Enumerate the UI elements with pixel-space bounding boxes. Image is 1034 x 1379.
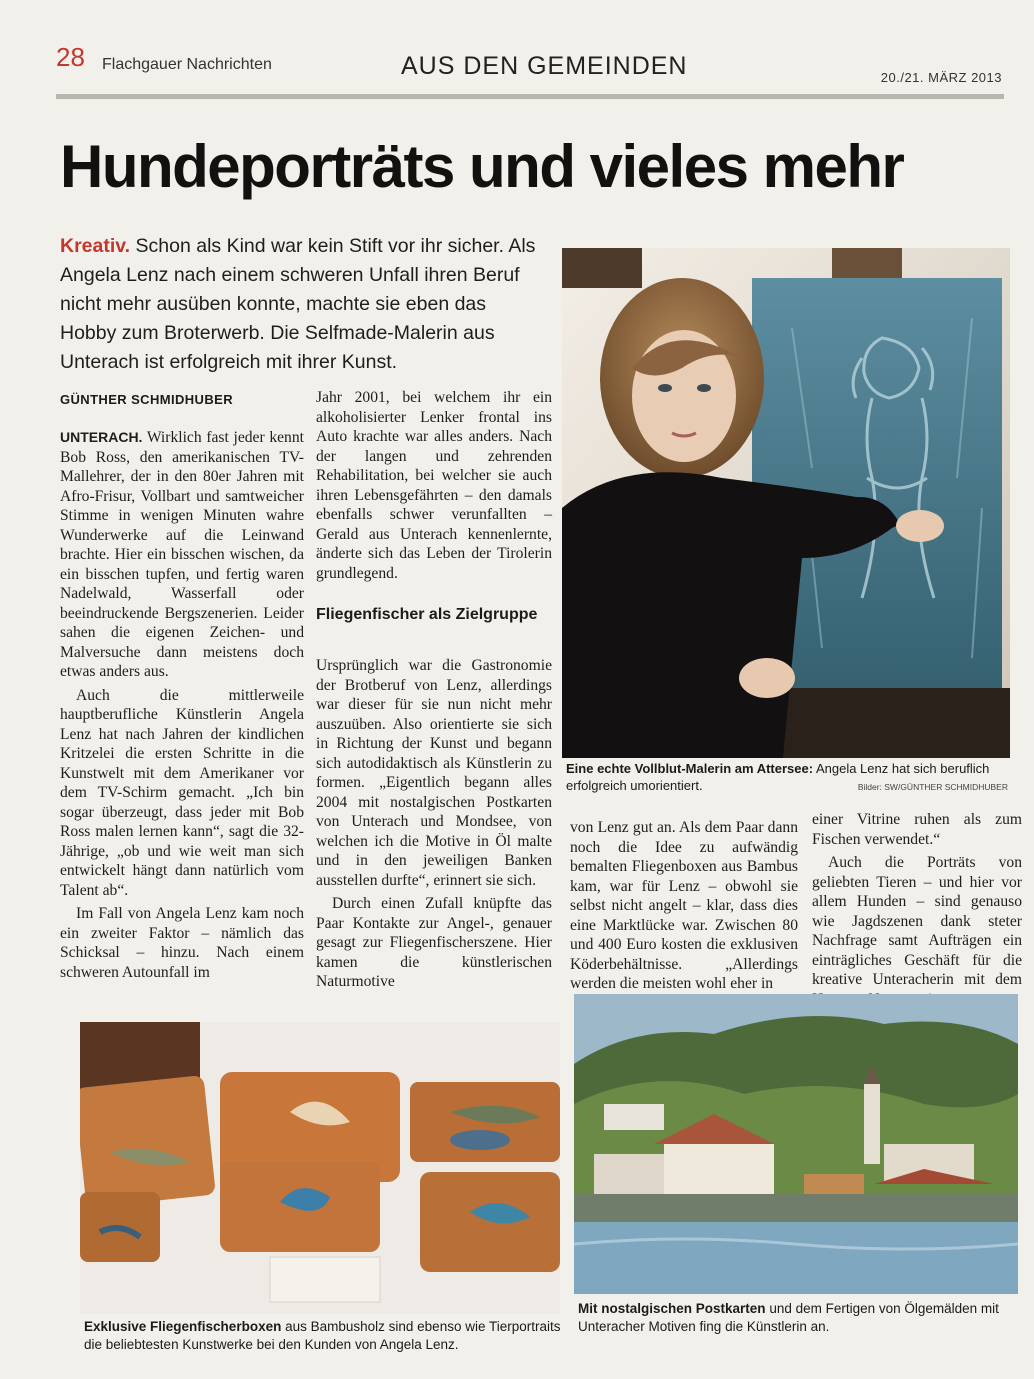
caption-bold: Eine echte Vollblut-Malerin am Attersee: xyxy=(566,761,814,776)
caption-text: Angela Lenz hat sich beruflich erfolgreich umorientiert. xyxy=(566,761,990,793)
dateline: UNTERACH. xyxy=(60,429,143,445)
body-paragraph: Auch die mittlerweile hauptberufliche Künstlerin Angela Lenz hat nach Jahren der kindlichen Kritzelei die ersten Schritte in die Kunstwelt mit dem Amerikaner vor dem TV-Schirm gemacht. „Ich bin sogar überzeugt, dass jeder mit Bob Ross malen lernen kann“, sagt die 32-Jährige, „ob und wie weit man sich entwickelt hängt dann natürlich vom Talent ab“. xyxy=(60,686,304,899)
fly-boxes-image xyxy=(80,1022,560,1314)
lead-text: Schon als Kind war kein Stift vor ihr sicher. Als Angela Lenz nach einem schweren Unfall ihren Beruf nicht mehr ausüben konnte, machte sie eben das Hobby zum Broterwerb. Die Selfmade-Malerin aus Unterach ist erfolgreich mit ihrer Kunst. xyxy=(60,235,536,373)
caption-bold: Mit nostalgischen Postkarten xyxy=(578,1301,766,1316)
page-number: 28 xyxy=(56,42,85,72)
section-title: AUS DEN GEMEINDEN xyxy=(401,52,688,80)
fly-boxes-photo xyxy=(80,1022,560,1314)
newspaper-name: Flachgauer Nachrichten xyxy=(102,56,272,73)
fly-boxes-caption xyxy=(84,1318,564,1354)
photo-credit: Bilder: SW/GÜNTHER SCHMIDHUBER xyxy=(857,782,1008,792)
subheading: Fliegenfischer als Zielgruppe xyxy=(316,606,538,623)
byline: GÜNTHER SCHMIDHUBER xyxy=(60,392,233,407)
village-lake-painting-image xyxy=(574,994,1018,1294)
artist-photo xyxy=(562,248,1010,758)
caption-text: aus Bambusholz sind ebenso wie Tierportraits die beliebtesten Kunstwerke bei den Kunden von Angela Lenz. xyxy=(84,1319,561,1352)
postcard-painting-photo xyxy=(574,994,1018,1294)
body-paragraph: einer Vitrine ruhen als zum Fischen verwendet.“ xyxy=(812,811,1022,848)
issue-date: 20./21. MÄRZ 2013 xyxy=(880,70,1002,85)
artist-painting-image xyxy=(562,248,1010,758)
body-column-3 xyxy=(570,818,798,998)
body-column-4 xyxy=(812,810,1022,1000)
page-header xyxy=(56,42,1006,102)
paragraph-text: Wirklich fast jeder kennt Bob Ross, den amerikanischen TV-Mallehrer, der in den 80er Jahren mit Afro-Frisur, Vollbart und samtweicher Stimme in wenigen Minuten wahre Wunderwerke auf die Leinwand brachte. Hier ein bisschen wischen, da ein bisschen tupfen, und fertig waren Nadelwald, Wasserfall oder beeindruckende Bergszenerien. Leider sahen die eigenen Zeichen- und Malversuche dann meistens doch etwas anders aus. xyxy=(60,429,304,680)
body-paragraph: Auch die Porträts von geliebten Tieren – und hier vor allem Hunden – sind genauso wie Jagdszenen dank steter Nachfrage samt Aufträgen ein einträgliches Geschäft für die kreative Unteracherin mit dem xyxy=(812,854,1022,988)
postcard-caption xyxy=(578,1300,1022,1336)
body-paragraph: Jahr 2001, bei welchem ihr ein alkoholisierter Lenker frontal ins Auto krachte war alles anders. Nach der langen und zehrenden Rehabilitation, bei welcher sie auch ihren Lebensgefährten – den damals ebenfalls schwer verunfallten – Gerald aus Unterach kennenlernte, änderte sich das Leben der Tirolerin grundlegend. xyxy=(316,389,552,582)
lead-keyword: Kreativ. xyxy=(60,235,131,257)
body-paragraph: Im Fall von Angela Lenz kam noch ein zweiter Faktor – nämlich das Schicksal – hinzu. Nach einem schweren Autounfall im xyxy=(60,905,304,981)
body-paragraph xyxy=(60,428,304,682)
body-column-2 xyxy=(316,388,552,587)
body-paragraph: Ursprünglich war die Gastronomie der Brotberuf von Lenz, allerdings war dieser für sie nun nicht mehr auszuüben. Also orientierte sie sich in Richtung der Kunst und begann sich autodidaktisch als Künstlerin zu formen. „Eigentlich begann alles 2004 mit nostalgischen Postkarten von Unterach und Mondsee, von welchen ich die Motive in Öl malte und in den jeweiligen Banken ausstellen durfte“, erinnert sie sich. xyxy=(316,657,552,889)
body-paragraph: von Lenz gut an. Als dem Paar dann noch die Idee zu aufwändig bemalten Fliegenboxen aus Bambus kam, war für Lenz – obwohl sie selbst nicht angelt – klar, dass dies eine Marktlücke war. Zwischen 80 und 400 Euro kosten die exklusiven Köderbehältnisse. „Allerdings werden die meisten wohl eher in xyxy=(570,819,798,992)
headline: Hundeporträts und vieles mehr xyxy=(60,133,904,200)
caption-bold: Exklusive Fliegenfischerboxen xyxy=(84,1319,282,1334)
body-column-1 xyxy=(60,428,304,1018)
caption-text: und dem Fertigen von Ölgemälden mit Unteracher Motiven fing die Künstlerin an. xyxy=(578,1301,999,1334)
body-paragraph: Durch einen Zufall knüpfte das Paar Kontakte zur Angel-, genauer gesagt zur Fliegenfischerszene. Hier kamen die künstlerischen Naturmotive xyxy=(316,895,552,990)
body-column-2-continued xyxy=(316,656,552,1006)
header-divider xyxy=(56,94,1004,99)
lead-paragraph xyxy=(60,232,540,377)
